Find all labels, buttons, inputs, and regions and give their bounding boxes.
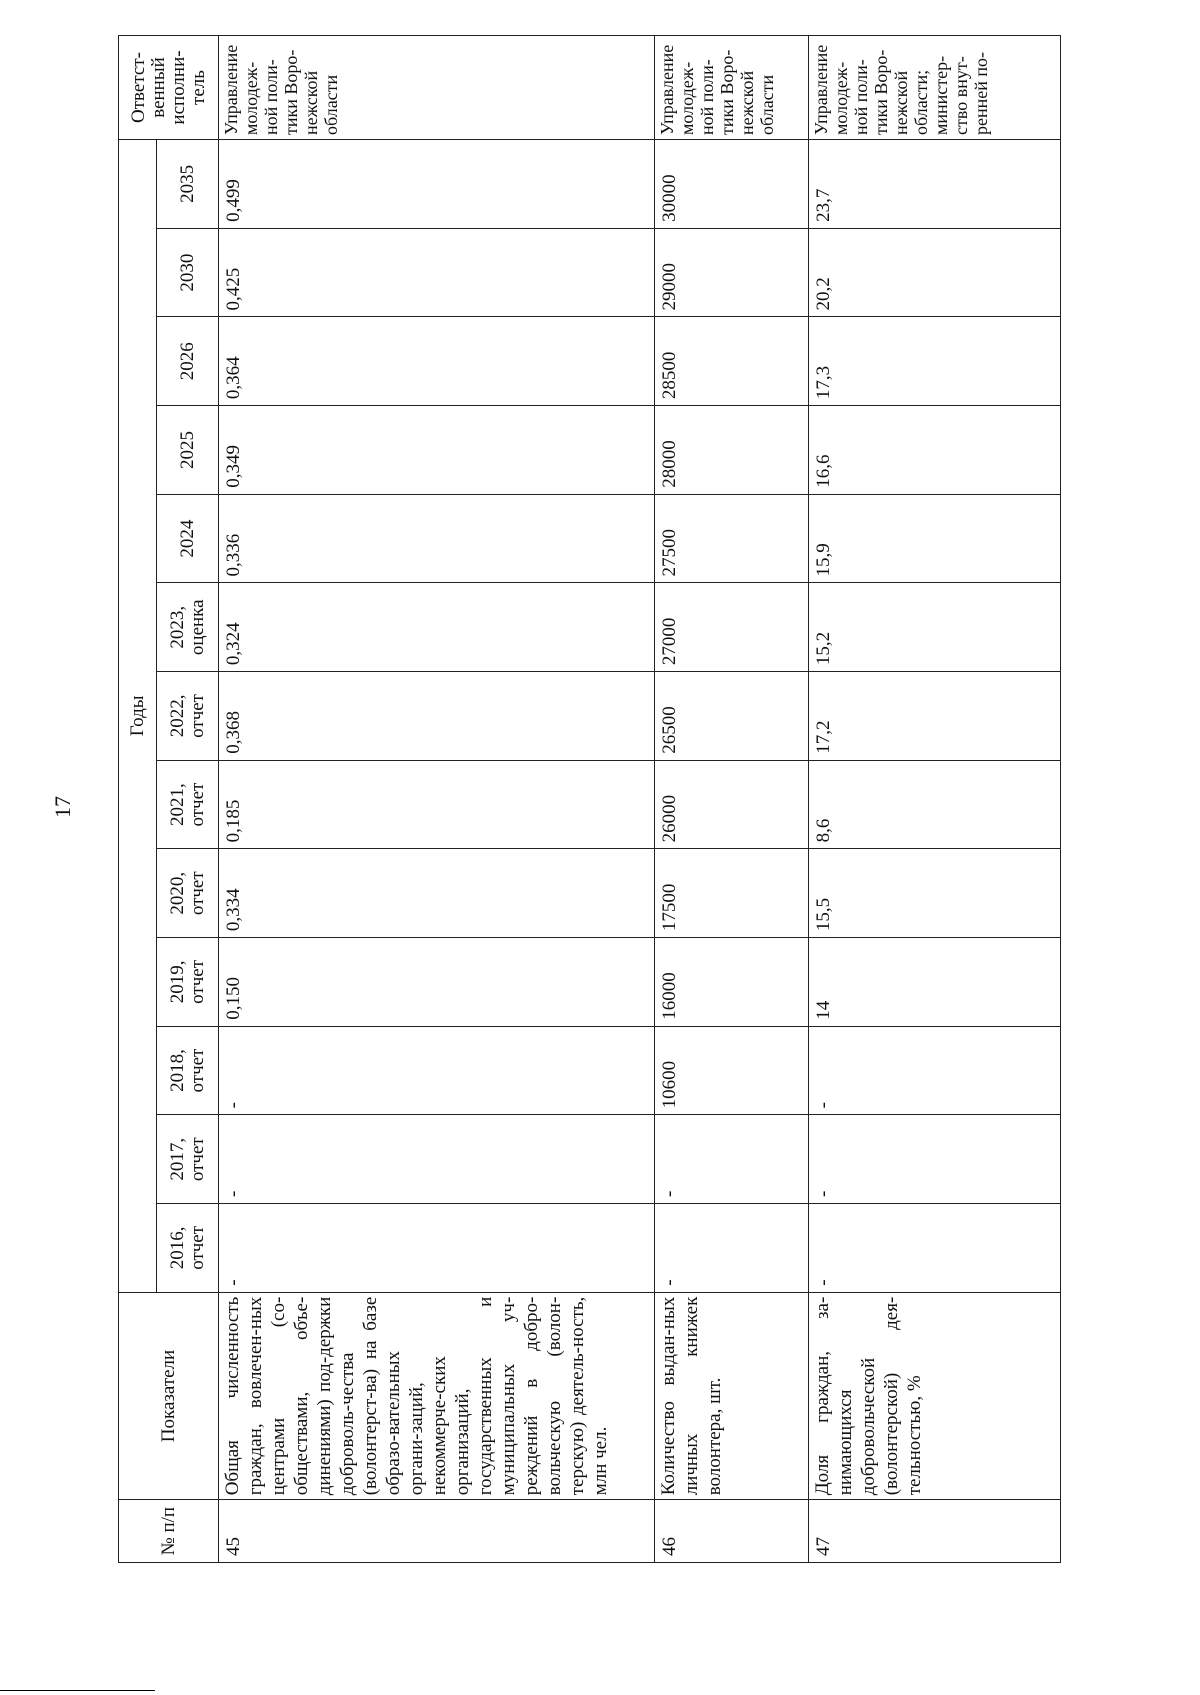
row-value: 16,6 — [809, 406, 1061, 495]
row-value: 15,9 — [809, 494, 1061, 583]
year-col: 2019, отчет — [157, 938, 219, 1027]
table-row — [655, 36, 809, 1563]
row-value: 0,185 — [219, 760, 655, 849]
row-value: - — [219, 1204, 655, 1293]
row-value: 20,2 — [809, 228, 1061, 317]
row-num: 46 — [655, 1500, 809, 1563]
indicators-table — [118, 35, 1061, 1563]
row-value: 0,425 — [219, 228, 655, 317]
year-col: 2024 — [157, 494, 219, 583]
row-responsible: Управление молодеж-ной поли-тики Воро-нежской области — [219, 36, 655, 140]
header-indicator: Показатели — [119, 1292, 219, 1500]
header-responsible: Ответст-венный исполни-тель — [119, 36, 219, 140]
header-years: Годы — [119, 140, 157, 1293]
row-responsible: Управление молодеж-ной поли-тики Воро-нежской области — [655, 36, 809, 140]
row-value: - — [655, 1204, 809, 1293]
row-value: 15,2 — [809, 583, 1061, 672]
year-col: 2026 — [157, 317, 219, 406]
row-value: 28000 — [655, 406, 809, 495]
row-value: - — [809, 1026, 1061, 1115]
row-value: - — [219, 1115, 655, 1204]
year-col: 2030 — [157, 228, 219, 317]
row-value: 0,150 — [219, 938, 655, 1027]
row-value: 0,324 — [219, 583, 655, 672]
header-num: № п/п — [119, 1500, 219, 1563]
row-value: 27500 — [655, 494, 809, 583]
row-value: - — [219, 1026, 655, 1115]
year-col: 2023, оценка — [157, 583, 219, 672]
year-col: 2021, отчет — [157, 760, 219, 849]
year-col: 2016, отчет — [157, 1204, 219, 1293]
year-col: 2018, отчет — [157, 1026, 219, 1115]
row-value: 0,334 — [219, 849, 655, 938]
row-value: 17500 — [655, 849, 809, 938]
row-value: 0,336 — [219, 494, 655, 583]
row-value: - — [809, 1204, 1061, 1293]
row-value: - — [655, 1115, 809, 1204]
year-col: 2025 — [157, 406, 219, 495]
row-value: 0,499 — [219, 140, 655, 229]
row-value: 28500 — [655, 317, 809, 406]
row-value: 29000 — [655, 228, 809, 317]
row-value: 16000 — [655, 938, 809, 1027]
row-indicator: Доля граждан, за-нимающихся добровольческой (волонтерской) дея-тельностью, % — [809, 1292, 1061, 1500]
year-col: 2020, отчет — [157, 849, 219, 938]
footer-rule — [0, 1690, 155, 1691]
page-number: 17 — [50, 796, 75, 818]
row-value: 15,5 — [809, 849, 1061, 938]
row-num: 47 — [809, 1500, 1061, 1563]
row-num: 45 — [219, 1500, 655, 1563]
row-value: 0,349 — [219, 406, 655, 495]
row-value: 14 — [809, 938, 1061, 1027]
row-value: 30000 — [655, 140, 809, 229]
year-col: 2022, отчет — [157, 672, 219, 761]
row-responsible: Управление молодеж-ной поли-тики Воро-нежской области; министер-ство внут-ренней по- — [809, 36, 1061, 140]
table-row — [219, 36, 655, 1563]
year-col: 2017, отчет — [157, 1115, 219, 1204]
row-value: 27000 — [655, 583, 809, 672]
row-value: 26500 — [655, 672, 809, 761]
rotated-table-container — [118, 35, 1060, 1563]
row-value: 23,7 — [809, 140, 1061, 229]
row-value: 17,2 — [809, 672, 1061, 761]
row-indicator: Количество выдан-ных личных книжек волонтера, шт. — [655, 1292, 809, 1500]
row-value: - — [809, 1115, 1061, 1204]
row-value: 8,6 — [809, 760, 1061, 849]
year-col: 2035 — [157, 140, 219, 229]
row-value: 17,3 — [809, 317, 1061, 406]
row-value: 10600 — [655, 1026, 809, 1115]
row-indicator: Общая численность граждан, вовлечен-ных центрами (со-обществами, объе-динениями) под-держки доброволь-чества (волонтерст-ва) на базе образо-вательных органи-заций, некоммерче-ских организаций, государственных и муниципальных уч-реждений в добро-вольческую (волон-терскую) деятель-ность, млн чел. — [219, 1292, 655, 1500]
row-value: 0,368 — [219, 672, 655, 761]
row-value: 0,364 — [219, 317, 655, 406]
table-row — [809, 36, 1061, 1563]
row-value: 26000 — [655, 760, 809, 849]
